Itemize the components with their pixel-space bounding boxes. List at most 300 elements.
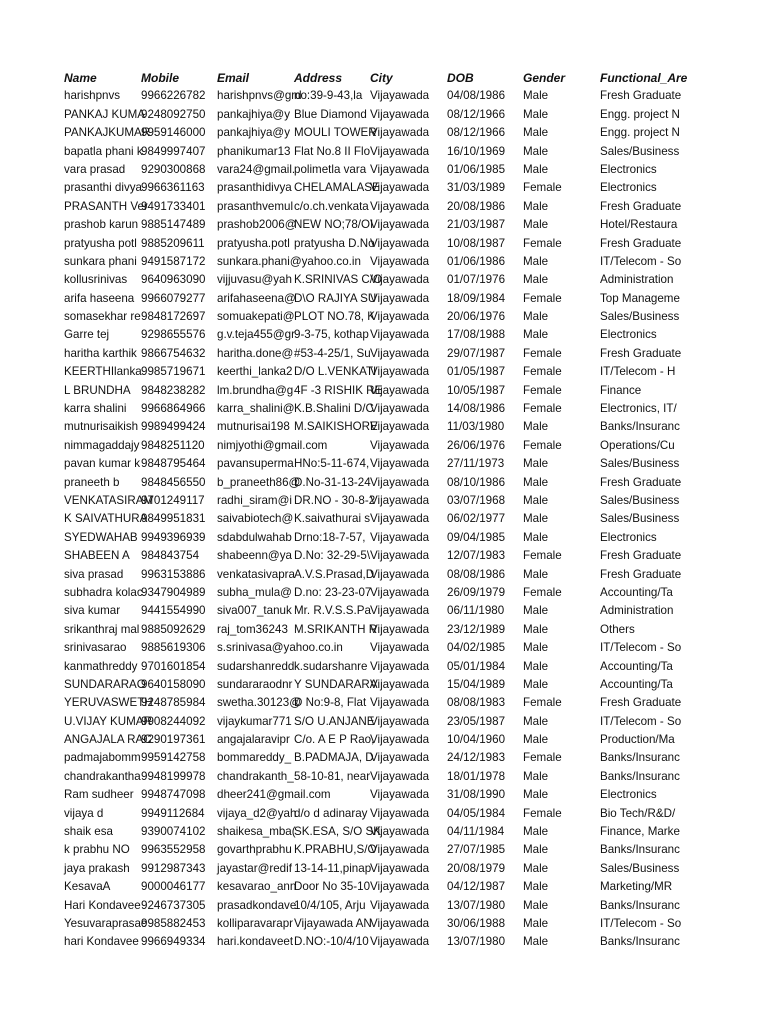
cell-mobile: 9640158090 [141,677,206,691]
cell-mobile: 9248785984 [141,696,206,710]
cell-name: nimmagaddajy [64,438,140,452]
cell-city: Vijayawada [370,769,430,783]
cell-name: Hari Kondavee [64,898,141,912]
cell-name: haritha karthik [64,346,137,360]
cell-city: Vijayawada [370,218,430,232]
cell-mobile: 9963552958 [141,843,206,857]
table-row [64,179,676,197]
cell-dob: 06/02/1977 [447,512,506,526]
cell-functional-area: Fresh Graduate [600,89,682,103]
table-row [64,418,680,436]
cell-city: Vijayawada [370,714,430,728]
cell-address: d/o d adinaray [294,806,368,820]
table-row [64,621,676,639]
cell-gender: Male [523,659,549,673]
cell-functional-area: Hotel/Restaura [600,218,678,232]
cell-name: somasekhar re [64,310,141,324]
cell-gender: Male [523,622,549,636]
cell-functional-area: Accounting/Ta [600,677,673,691]
cell-dob: 23/05/1987 [447,714,506,728]
cell-address: 9-3-75, kothap [294,328,369,342]
cell-gender: Male [523,512,549,526]
cell-gender: Male [523,825,549,839]
cell-city: Vijayawada [370,549,430,563]
cell-functional-area: Banks/Insuranc [600,751,680,765]
cell-address [294,437,370,455]
cell-dob: 04/02/1985 [447,641,506,655]
cell-functional-area: Administration [600,604,674,618]
cell-mobile: 9948747098 [141,788,206,802]
cell-dob: 01/05/1987 [447,365,506,379]
cell-mobile: 9885619306 [141,641,206,655]
header-gender: Gender [523,71,566,85]
cell-mobile: 9885092629 [141,622,206,636]
cell-dob: 16/10/1969 [447,144,506,158]
cell-name: SHABEEN A [64,549,130,563]
cell-gender: Female [523,806,562,820]
cell-dob: 13/07/1980 [447,935,506,949]
table-row [64,143,680,161]
cell-address: c/o.ch.venkata [294,199,369,213]
cell-mobile: 9948199978 [141,769,206,783]
cell-gender: Male [523,641,549,655]
cell-name: siva kumar [64,604,121,618]
cell-name: Garre tej [64,328,110,342]
table-row [64,639,682,657]
cell-email: govarthprabhu [217,843,292,857]
cell-gender: Male [523,843,549,857]
cell-address: Y SUNDARARA [294,677,378,691]
cell-dob: 08/10/1986 [447,475,506,489]
cell-name: PRASANTH Ver [64,199,148,213]
cell-dob: 11/03/1980 [447,420,505,434]
cell-dob: 01/06/1986 [447,254,506,268]
cell-name: chandrakantha [64,769,141,783]
cell-name: jaya prakash [64,861,130,875]
cell-address: D.No-31-13-24 [294,475,371,489]
cell-functional-area: Electronics [600,788,657,802]
cell-functional-area: Top Manageme [600,291,680,305]
header-city: City [370,71,393,85]
cell-functional-area: Fresh Graduate [600,567,682,581]
cell-gender: Male [523,310,549,324]
cell-address: K.B.Shalini D/C [294,402,374,416]
header-name: Name [64,71,97,85]
cell-name: siva prasad [64,567,124,581]
cell-gender: Male [523,935,549,949]
cell-name: srinivasarao [64,641,127,655]
cell-dob: 26/09/1979 [447,585,506,599]
cell-email: sudarshanredd [217,659,295,673]
cell-name: PANKAJKUMAR [64,126,151,140]
cell-functional-area: IT/Telecom - So [600,714,682,728]
table-row [64,878,676,896]
cell-mobile: 9885147489 [141,218,206,232]
cell-address: C/o. A E P Rao, [294,733,375,747]
cell-city: Vijayawada [370,806,430,820]
table-row [64,658,676,676]
cell-city: Vijayawada [370,751,430,765]
cell-email: raj_tom36243 [217,622,288,636]
cell-dob: 18/09/1984 [447,291,506,305]
cell-address: D\O RAJIYA SU [294,291,377,305]
cell-gender: Male [523,788,549,802]
cell-gender: Male [523,916,549,930]
cell-email: sdabdulwahab [217,530,292,544]
cell-gender: Male [523,714,549,728]
cell-gender: Male [523,677,549,691]
cell-dob: 04/12/1987 [447,880,506,894]
cell-city: Vijayawada [370,89,430,103]
header-dob: DOB [447,71,474,85]
cell-email: subha_mula@ [217,585,292,599]
table-row [64,841,680,859]
cell-city: Vijayawada [370,144,430,158]
table-row [64,437,676,455]
cell-city: Vijayawada [370,199,430,213]
cell-gender: Male [523,861,549,875]
cell-gender: Female [523,751,562,765]
cell-email: dheer241@gmail.com [217,788,331,802]
cell-dob: 08/08/1986 [447,567,506,581]
table-row [64,676,676,694]
cell-email: angajalaravipr [217,733,290,747]
cell-address: Mr. R.V.S.S.Pa [294,604,371,618]
cell-dob: 23/12/1989 [447,622,506,636]
cell-city: Vijayawada [370,383,430,397]
cell-name: Ram sudheer [64,788,134,802]
cell-mobile: 9985882453 [141,916,206,930]
cell-mobile: 9849951831 [141,512,206,526]
cell-email: lm.brundha@g [217,383,294,397]
cell-mobile: 9963153886 [141,567,206,581]
cell-functional-area: Sales/Business [600,457,680,471]
cell-gender: Male [523,162,549,176]
table-row [64,253,682,271]
table-row [64,161,676,179]
cell-functional-area: Banks/Insuranc [600,420,680,434]
cell-address: M.SAIKISHORE [294,420,378,434]
cell-city: Vijayawada [370,273,430,287]
table-body [64,87,682,951]
cell-city: Vijayawada [370,402,430,416]
cell-mobile: 9701601854 [141,659,206,673]
table-row [64,731,676,749]
cell-city: Vijayawada [370,493,430,507]
cell-gender: Female [523,585,562,599]
header-mobile: Mobile [141,71,179,85]
cell-mobile: 9248092750 [141,107,206,121]
table-row [64,363,676,381]
cell-dob: 10/04/1960 [447,733,506,747]
cell-mobile: 9491587172 [141,254,206,268]
cell-mobile: 9966079277 [141,291,206,305]
cell-dob: 12/07/1983 [447,549,506,563]
cell-gender: Female [523,365,562,379]
cell-email: pavansuperma [217,457,294,471]
table-row [64,510,680,528]
cell-mobile: 9701249117 [141,493,205,507]
cell-gender: Male [523,457,549,471]
cell-dob: 01/06/1985 [447,162,506,176]
cell-gender: Male [523,126,549,140]
cell-city: Vijayawada [370,898,430,912]
cell-city: Vijayawada [370,365,430,379]
cell-name: sunkara phani [64,254,137,268]
cell-name: VENKATASIRAM [64,493,154,507]
cell-name: ANGAJALA RAC [64,733,152,747]
cell-gender: Male [523,880,549,894]
cell-dob: 29/07/1987 [447,346,506,360]
cell-city: Vijayawada [370,843,430,857]
cell-gender: Male [523,144,549,158]
cell-dob: 01/07/1976 [447,273,506,287]
cell-mobile: 9966361163 [141,181,205,195]
cell-city: Vijayawada [370,696,430,710]
cell-functional-area: IT/Telecom - So [600,916,682,930]
cell-dob: 14/08/1986 [447,402,506,416]
cell-dob: 08/08/1983 [447,696,506,710]
cell-functional-area: Fresh Graduate [600,696,682,710]
cell-dob: 20/06/1976 [447,310,506,324]
cell-address [294,639,370,657]
cell-email: swetha.30123@ [217,696,301,710]
cell-email: chandrakanth_ [217,769,294,783]
cell-dob: 27/07/1985 [447,843,506,857]
cell-address: K.SRINIVAS C/O [294,273,383,287]
cell-city: Vijayawada [370,328,430,342]
cell-gender: Male [523,530,549,544]
cell-gender: Male [523,898,549,912]
cell-name: pratyusha potl [64,236,137,250]
cell-name: bapatla phani k [64,144,143,158]
table-row [64,290,680,308]
cell-functional-area: Finance, Marke [600,825,680,839]
cell-email: saivabiotech@ [217,512,294,526]
cell-mobile: 9985719671 [141,365,206,379]
table-row [64,897,680,915]
header-email: Email [217,71,250,85]
cell-name: pavan kumar k [64,457,141,471]
cell-mobile: 9959142758 [141,751,206,765]
cell-mobile: 9848172697 [141,310,206,324]
cell-name: SYEDWAHAB [64,530,138,544]
cell-city: Vijayawada [370,641,430,655]
cell-city: Vijayawada [370,585,430,599]
cell-name: vara prasad [64,162,126,176]
cell-address: 4F -3 RISHIK RE [294,383,383,397]
cell-address: CHELAMALASE [294,181,380,195]
cell-functional-area: Banks/Insuranc [600,935,680,949]
cell-dob: 06/11/1980 [447,604,505,618]
cell-functional-area: Sales/Business [600,493,680,507]
table-row [64,345,682,363]
cell-email: vijaykumar771 [217,714,292,728]
cell-name: hari Kondavee [64,935,139,949]
cell-mobile: 9966864966 [141,402,206,416]
cell-address: Door No 35-10 [294,880,371,894]
cell-address [294,786,370,804]
cell-address [294,253,370,271]
cell-email: mutnurisai198 [217,420,290,434]
cell-email: harishpnvs@grd [217,89,302,103]
cell-mobile: 9989499424 [141,420,206,434]
cell-dob: 08/12/1966 [447,107,506,121]
cell-city: Vijayawada [370,622,430,636]
cell-functional-area: Bio Tech/R&D/ [600,806,676,820]
cell-city: Vijayawada [370,346,430,360]
table-row [64,823,680,841]
cell-email: bommareddy_ [217,751,292,765]
cell-dob: 31/08/1990 [447,788,506,802]
cell-city: Vijayawada [370,567,430,581]
table-row [64,382,676,400]
cell-email: sunkara.phani@yahoo.co.in [217,254,361,268]
cell-functional-area: IT/Telecom - H [600,365,676,379]
cell-name: KEERTHIlanka [64,365,142,379]
cell-address: Drno:18-7-57, [294,530,366,544]
cell-dob: 10/05/1987 [447,383,506,397]
cell-gender: Female [523,383,562,397]
cell-functional-area: Electronics [600,530,657,544]
cell-functional-area: Marketing/MR [600,880,673,894]
cell-email: kolliparavarapr [217,916,294,930]
cell-functional-area: Accounting/Ta [600,659,673,673]
cell-name: kanmathreddy [64,659,138,673]
cell-address: D.NO:-10/4/10 [294,935,369,949]
cell-city: Vijayawada [370,310,430,324]
cell-email: g.v.teja455@gr [217,328,295,342]
cell-city: Vijayawada [370,880,430,894]
cell-dob: 31/03/1989 [447,181,506,195]
cell-name: SUNDARARAO [64,677,146,691]
cell-functional-area: IT/Telecom - So [600,254,682,268]
table-row [64,860,680,878]
cell-gender: Male [523,89,549,103]
cell-functional-area: Accounting/Ta [600,585,673,599]
cell-address: 10/4/105, Arju [294,898,366,912]
cell-dob: 10/08/1987 [447,236,506,250]
cell-email: pankajhiya@y [217,107,290,121]
cell-mobile: 9848795464 [141,457,206,471]
cell-city: Vijayawada [370,457,430,471]
table-row [64,235,682,253]
cell-name: Yesuvaraprasac [64,916,147,930]
cell-gender: Female [523,346,562,360]
cell-city: Vijayawada [370,861,430,875]
cell-name: PANKAJ KUMA [64,107,145,121]
table-row [64,271,676,289]
cell-address: D.no: 23-23-07 [294,585,372,599]
cell-dob: 26/06/1976 [447,438,506,452]
cell-address: K.PRABHU,S/O [294,843,377,857]
table-row [64,492,680,510]
cell-functional-area: Sales/Business [600,310,680,324]
cell-name: srikanthraj mal [64,622,140,636]
table-row [64,216,676,234]
cell-address: k.sudarshanre [294,659,368,673]
table-row [64,547,682,565]
table-row [64,198,682,216]
cell-dob: 21/03/1987 [447,218,506,232]
cell-functional-area: Administration [600,273,674,287]
cell-city: Vijayawada [370,291,430,305]
cell-dob: 18/01/1978 [447,769,506,783]
cell-dob: 13/07/1980 [447,898,506,912]
cell-dob: 04/08/1986 [447,89,506,103]
cell-mobile: 9000046177 [141,880,206,894]
cell-email: pankajhiya@y [217,126,290,140]
cell-address: D/O L.VENKATI [294,365,377,379]
cell-email: vara24@gmail. [217,162,296,176]
cell-functional-area: Electronics [600,328,657,342]
cell-mobile: 9848251120 [141,438,205,452]
cell-email: phanikumar13 [217,144,291,158]
cell-email: keerthi_lanka2 [217,365,293,379]
cell-functional-area: Fresh Graduate [600,549,682,563]
cell-city: Vijayawada [370,438,430,452]
cell-gender: Male [523,254,549,268]
spreadsheet-table [64,69,688,952]
cell-email: kesavarao_ann [217,880,297,894]
cell-mobile: 9866754632 [141,346,206,360]
cell-name: shaik esa [64,825,113,839]
cell-gender: Male [523,733,549,747]
cell-name: YERUVASWETH [64,696,153,710]
table-row [64,933,680,951]
cell-name: mutnurisaikish [64,420,139,434]
cell-gender: Male [523,420,549,434]
cell-address: PLOT NO.78, K [294,310,375,324]
cell-functional-area: IT/Telecom - So [600,641,682,655]
cell-dob: 20/08/1979 [447,861,506,875]
table-row [64,584,676,602]
cell-name: arifa haseena [64,291,135,305]
cell-mobile: 9912987343 [141,861,206,875]
cell-dob: 20/08/1986 [447,199,506,213]
cell-mobile: 9959146000 [141,126,206,140]
cell-gender: Male [523,493,549,507]
cell-address: Blue Diamond [294,107,367,121]
cell-mobile: 9290197361 [141,733,206,747]
cell-address: 58-10-81, near [294,769,371,783]
cell-name: U.VIJAY KUMAR [64,714,152,728]
cell-gender: Male [523,769,549,783]
cell-city: Vijayawada [370,475,430,489]
cell-gender: Female [523,696,562,710]
cell-city: Vijayawada [370,530,430,544]
cell-mobile: 9298655576 [141,328,206,342]
cell-mobile: 9949396939 [141,530,206,544]
cell-gender: Female [523,291,562,305]
cell-email: prasadkondave [217,898,297,912]
cell-email: radhi_siram@i [217,493,292,507]
table-row [64,400,676,418]
cell-gender: Male [523,475,549,489]
cell-mobile: 9966226782 [141,89,206,103]
cell-city: Vijayawada [370,107,430,121]
cell-address: pratyusha D.No [294,236,375,250]
cell-address: 13-14-11,pinap [294,861,372,875]
cell-functional-area: Sales/Business [600,144,680,158]
cell-mobile: 9640963090 [141,273,206,287]
cell-gender: Male [523,328,549,342]
cell-name: karra shalini [64,402,127,416]
cell-email: nimjyothi@gmail.com [217,438,328,452]
table-row [64,786,676,804]
cell-dob: 05/01/1984 [447,659,506,673]
cell-gender: Male [523,218,549,232]
